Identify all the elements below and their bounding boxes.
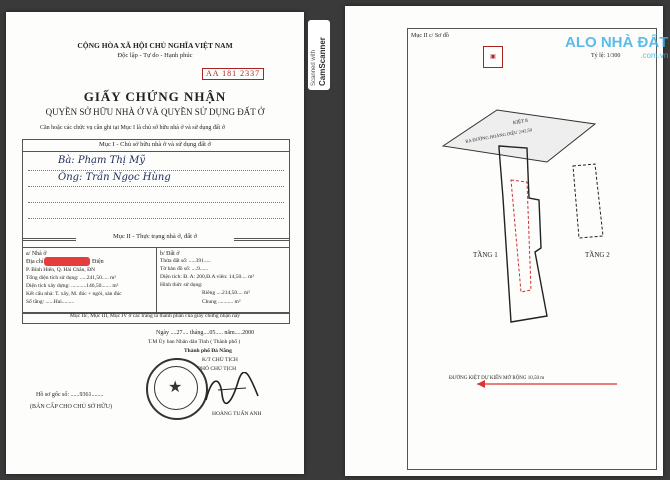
- section-3-note: Mục IIc, Mục III, Mục IV ở các trang là thành phần của giấy chứng nhận này: [69, 313, 241, 319]
- street-detail: RA ĐƯỜNG HOÀNG DIỆU 2/42,50: [464, 127, 533, 144]
- authority-line-1: T.M Ủy ban Nhân dân Tỉnh ( Thành phố ): [148, 339, 241, 345]
- house-build-area: Diện tích xây dựng: ...........146,50....... m²: [26, 283, 119, 289]
- land-area: Diện tích: Đ. A: 200,Đ.A viên: 14,50.... m²: [160, 274, 255, 280]
- floorplan-heading: Mục II c/ Sơ đồ: [411, 33, 449, 39]
- issue-date: Ngày ....27.... tháng....05..... năm.....2000: [156, 330, 255, 336]
- star-icon: ★: [168, 379, 183, 396]
- watermark-domain: .com.vn: [640, 51, 669, 60]
- signature: [202, 372, 262, 406]
- house-total-area: Tổng diện tích sử dụng: .....241,50..... m²: [26, 275, 117, 281]
- signer-name: HOÀNG TUẤN ANH: [212, 411, 262, 417]
- land-shared: Chung ........... m²: [202, 299, 241, 305]
- floor-2-label: TẦNG 2: [585, 251, 610, 259]
- authority-line-2: Thành phố Đà Nẵng: [184, 348, 232, 354]
- blank-line: [28, 186, 284, 187]
- house-address-label: Địa chỉ: [26, 259, 44, 265]
- certificate-title: GIẤY CHỨNG NHẬN: [83, 89, 227, 104]
- land-map-sheet: Tờ bản đồ số: ....9......: [160, 266, 209, 272]
- floor-2-outline: [573, 164, 603, 238]
- section-1-title: Mục I - Chủ sở hữu nhà ở và sử dụng đất ở: [99, 141, 211, 148]
- floor-1-outline: [499, 146, 547, 322]
- floorplan-page: [345, 6, 663, 476]
- house-ward: P. Bình Hiên, Q. Hải Châu, ĐN: [26, 267, 96, 273]
- arrow-left-icon: [477, 380, 485, 388]
- certificate-subtitle: QUYỀN SỞ HỮU NHÀ Ở VÀ QUYỀN SỬ DỤNG ĐẤT Ở: [45, 107, 265, 117]
- house-heading: a/ Nhà ở: [26, 251, 47, 257]
- alo-nha-dat-watermark: [565, 34, 668, 60]
- alley-strip: [443, 110, 595, 162]
- section-1-divider: [22, 151, 290, 152]
- land-parcel: Thửa đất số: .....391.....: [160, 258, 211, 264]
- floorplan-footnote: ĐƯỜNG KIỆT DỰ KIẾN MỞ RỘNG 10,50 m: [449, 376, 545, 381]
- house-floors: Số tầng: ......Hai.........: [26, 299, 75, 305]
- owner-2: Ông: Trần Ngọc Hùng: [58, 172, 171, 183]
- owner-1: Bà: Phạm Thị Mỹ: [58, 155, 146, 166]
- floorplan-drawing: [407, 28, 655, 468]
- floor-1-inner: [511, 180, 531, 292]
- original-dossier-number: Hồ sơ gốc số: ......9361........: [36, 392, 104, 398]
- authority-line-4: PHÓ CHỦ TỊCH: [198, 366, 237, 372]
- republic-heading: CỘNG HÒA XÃ HỘI CHỦ NGHĨA VIỆT NAM: [77, 41, 233, 50]
- camscanner-badge: [308, 20, 330, 90]
- blank-line: [28, 202, 284, 203]
- section-2-title: Mục II - Thực trạng nhà ở, đất ở: [76, 234, 234, 241]
- scanner-label-2: CamScanner: [318, 37, 327, 86]
- floorplan-scale: Tỷ lệ: 1/300: [591, 53, 621, 59]
- land-usage: Hình thức sử dụng:: [160, 282, 203, 288]
- street-label: KIỆT 8: [512, 118, 529, 127]
- watermark-brand: ALO NHÀ ĐẤT: [565, 34, 669, 51]
- column-divider: [156, 247, 157, 312]
- floor-1-label: TẦNG 1: [473, 251, 498, 259]
- certificate-page: [6, 12, 304, 474]
- house-address-value: Điện: [92, 259, 104, 265]
- official-seal-stamp: [146, 358, 208, 420]
- cadastral-stamp: ▣: [483, 46, 503, 68]
- house-structure: Kết cấu nhà: T. xây, M. đúc + ngói, sàn đúc: [26, 291, 122, 297]
- redaction-mark: [44, 257, 90, 266]
- copy-note: (BẢN CẤP CHO CHỦ SỞ HỮU): [30, 404, 112, 410]
- blank-line: [28, 218, 284, 219]
- authority-line-3: K/T CHỦ TỊCH: [202, 357, 238, 363]
- scanner-label-1: Scanned with: [311, 49, 317, 86]
- serial-number: AA 181 2337: [202, 68, 264, 80]
- basis-text: Căn hoặc các chức vụ cần ghi tại Mục I là chủ sở hữu nhà ở và sử dụng đất ở: [40, 125, 225, 131]
- land-heading: b/ Đất ở: [160, 251, 180, 257]
- national-motto: Độc lập - Tự do - Hạnh phúc: [117, 52, 193, 59]
- blank-line: [28, 170, 284, 171]
- land-private: Riêng ....214,50.... m²: [202, 290, 250, 296]
